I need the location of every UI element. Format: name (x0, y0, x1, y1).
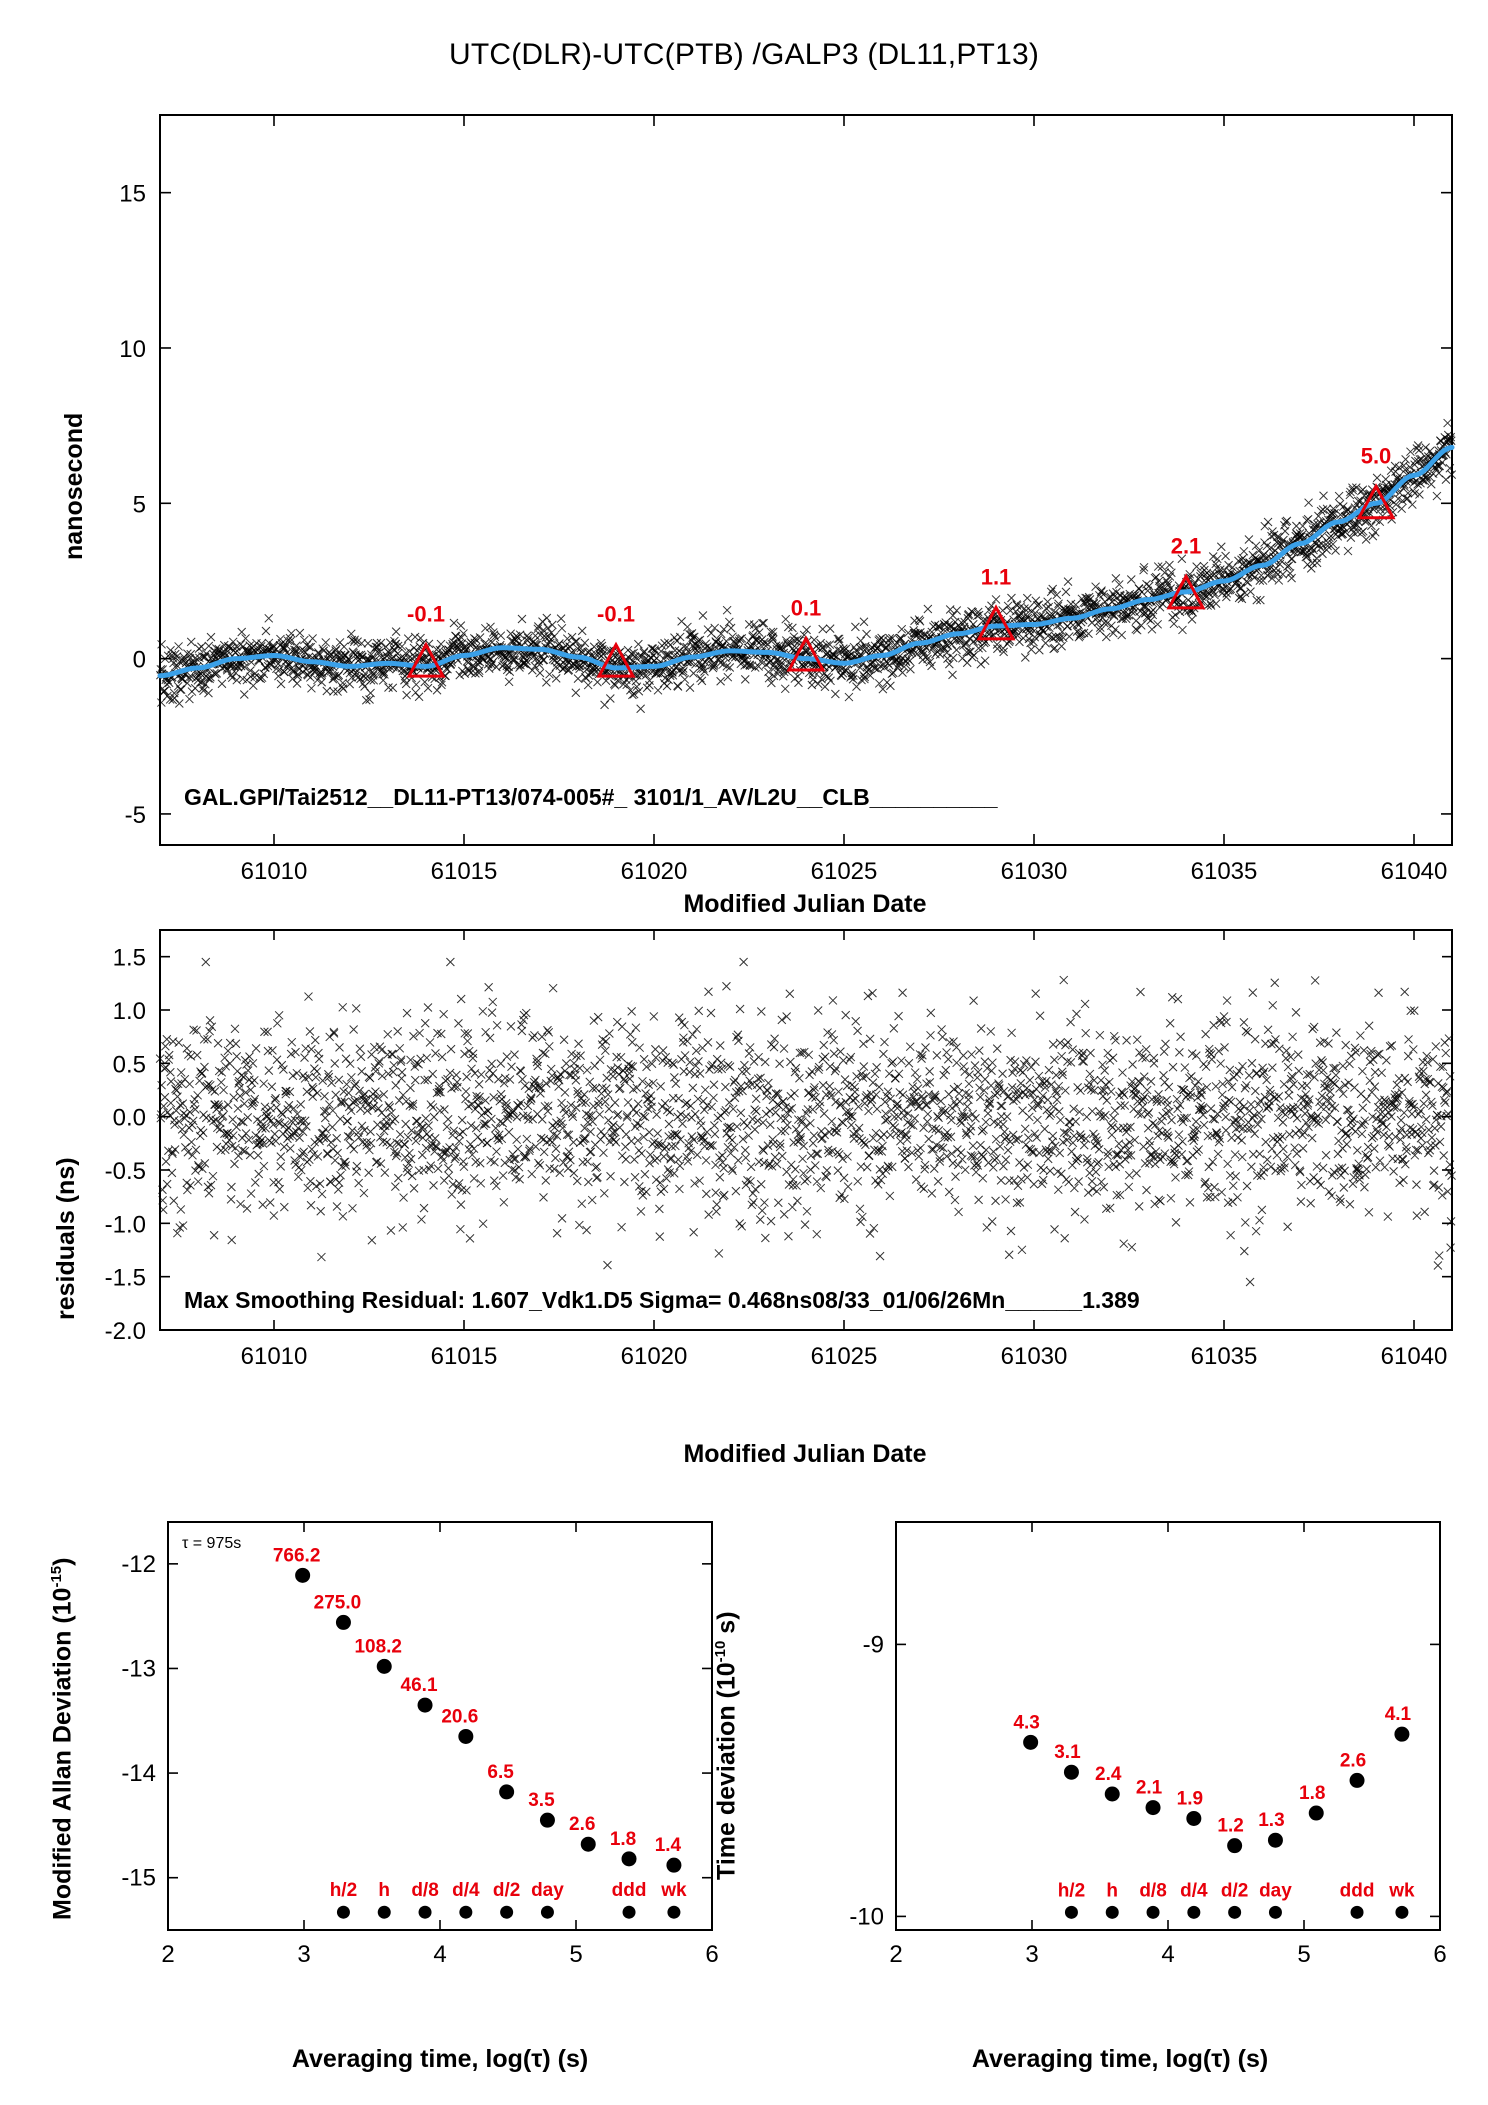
panel2-plot (0, 910, 1488, 1470)
svg-text:61040: 61040 (1380, 858, 1448, 885)
panel2-y-axis-label: residuals (ns) (52, 1157, 80, 1320)
panel3-y-axis-label-main: Modified Allan Deviation (10 (48, 1587, 77, 1920)
svg-text:61025: 61025 (810, 858, 878, 885)
svg-text:-5: -5 (124, 801, 146, 829)
svg-text:15: 15 (119, 180, 146, 208)
svg-text:5: 5 (132, 491, 146, 519)
svg-text:0: 0 (132, 646, 146, 674)
panel4-y-axis-label-exponent: -10 (712, 1640, 729, 1663)
panel3-plot (0, 1500, 760, 2020)
panel1-plot (0, 0, 1488, 900)
panel3-x-axis-label: Averaging time, log(τ) (s) (291, 2045, 589, 2073)
panel4-plot (728, 1500, 1488, 2020)
svg-text:61035: 61035 (1190, 858, 1258, 885)
panel1-y-axis-label: nanosecond (60, 412, 88, 560)
svg-text:61030: 61030 (1000, 858, 1068, 885)
svg-text:10: 10 (119, 335, 146, 363)
panel3-y-axis-label-exponent: -15 (48, 1565, 65, 1588)
svg-text:61010: 61010 (240, 858, 308, 885)
svg-text:61015: 61015 (430, 858, 498, 885)
panel3-y-axis-label-tail: ) (48, 1557, 77, 1566)
panel4-y-axis-label-main: Time deviation (10 (712, 1662, 741, 1880)
panel1-x-axis-label: Modified Julian Date (683, 890, 927, 918)
panel4-x-axis-label: Averaging time, log(τ) (s) (971, 2045, 1269, 2073)
figure-title: UTC(DLR)-UTC(PTB) /GALP3 (DL11,PT13) (448, 38, 1040, 71)
svg-text:61020: 61020 (620, 858, 688, 885)
panel2-x-axis-label: Modified Julian Date (683, 1440, 927, 1468)
panel4-y-axis-label-tail: s) (712, 1611, 741, 1641)
